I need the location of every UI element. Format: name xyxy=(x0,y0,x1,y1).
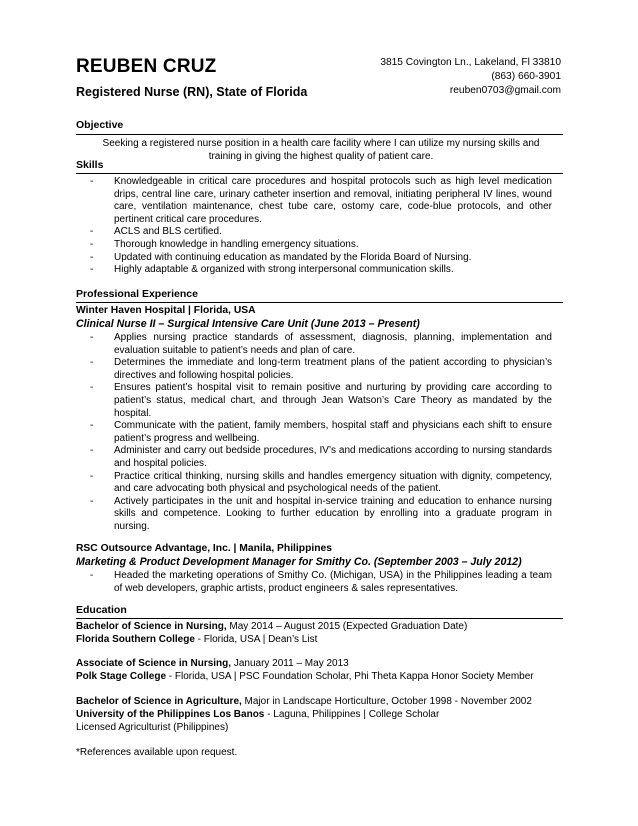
phone: (863) 660-3901 xyxy=(491,71,561,82)
bullet-text: Communicate with the patient, family members, hospital staff and physicians each shift to ensure patient’s progress and wellbeing. xyxy=(114,420,552,444)
bullet-dash: - xyxy=(90,495,94,507)
bullet-text: Knowledgeable in critical care procedures and hospital protocols such as high level medication drips, central line care, urinary catheter insertion and removal, initiating peripheral IV lines, wound care, ventilation maintenance, chest tube care, ostomy care, code-blue protocols, and other pertinent critical care procedures. xyxy=(114,176,552,225)
section-divider xyxy=(76,618,563,619)
bullet-dash: - xyxy=(90,357,94,369)
bullet-dash: - xyxy=(90,332,94,343)
bullet-dash: - xyxy=(90,238,94,250)
skills-list xyxy=(90,176,552,277)
degree-line xyxy=(76,658,349,669)
section-divider xyxy=(76,302,563,303)
school-detail: - Laguna, Philippines | College Scholar xyxy=(264,709,440,720)
bullet-text: Administer and carry out bedside procedures, IV’s and medications according to nursing standards and hospital policies. xyxy=(114,445,552,469)
bullet-item xyxy=(90,420,552,445)
school-detail: - Florida, USA | PSC Foundation Scholar, Phi Theta Kappa Honor Society Member xyxy=(166,671,534,682)
bullet-text: Highly adaptable & organized with strong interpersonal communication skills. xyxy=(114,264,454,276)
contact-block xyxy=(380,56,561,98)
skills-heading: Skills xyxy=(76,159,104,171)
school-name: Polk Stage College xyxy=(76,671,167,682)
bullet-text: Thorough knowledge in handling emergency situations. xyxy=(114,238,359,250)
bullet-text: Headed the marketing operations of Smithy Co. (Michigan, USA) in the Philippines leading a team of web developers, graphic artists, product engineers & sales representatives. xyxy=(114,570,552,594)
bullet-dash: - xyxy=(90,176,94,187)
degree-name: Bachelor of Science in Agriculture, xyxy=(76,696,242,707)
bullet-item xyxy=(90,471,552,496)
section-divider xyxy=(76,134,563,135)
job-duties-list xyxy=(90,332,552,534)
bullet-item xyxy=(90,226,552,239)
job-duties-list xyxy=(90,570,552,595)
bullet-item xyxy=(90,496,552,534)
job-org: Winter Haven Hospital | Florida, USA xyxy=(76,305,256,316)
bullet-text: Ensures patient’s hospital visit to remain positive and nurturing by providing care according to patient’s status, medical chart, and through Jean Watson’s Care Theory as mandated by the hospital. xyxy=(114,382,552,419)
email: reuben0703@gmail.com xyxy=(449,85,561,96)
school-line xyxy=(76,671,534,682)
section-divider xyxy=(76,173,563,174)
job-org: RSC Outsource Advantage, Inc. | Manila, Philippines xyxy=(76,543,332,554)
bullet-item xyxy=(90,252,552,265)
experience-heading: Professional Experience xyxy=(76,288,198,300)
objective-text: Seeking a registered nurse position in a health care facility where I can utilize my nursing skills and training in giving the highest quality of patient care. xyxy=(102,138,540,162)
degree-detail: May 2014 – August 2015 (Expected Graduation Date) xyxy=(226,621,468,632)
bullet-dash: - xyxy=(90,264,94,276)
bullet-text: Actively participates in the unit and hospital in-service training and education to enhance nursing skills and competence. Looking to further education by enrolling into a graduate program in nursing. xyxy=(114,495,552,532)
address: 3815 Covington Ln., Lakeland, Fl 33810 xyxy=(380,57,561,68)
school-line xyxy=(76,634,317,645)
school-line xyxy=(76,709,439,720)
bullet-item xyxy=(90,264,552,277)
bullet-item xyxy=(90,176,552,226)
degree-line xyxy=(76,621,467,632)
bullet-text: ACLS and BLS certified. xyxy=(114,226,222,238)
bullet-dash: - xyxy=(90,251,94,263)
references-note: *References available upon request. xyxy=(76,747,238,758)
bullet-item xyxy=(90,332,552,357)
bullet-dash: - xyxy=(90,570,94,581)
degree-line xyxy=(76,696,532,707)
bullet-dash: - xyxy=(90,470,94,482)
bullet-dash: - xyxy=(90,382,94,394)
objective-heading: Objective xyxy=(76,119,124,131)
degree-name: Bachelor of Science in Nursing, xyxy=(76,621,227,632)
school-detail: - Florida, USA | Dean’s List xyxy=(194,634,318,645)
degree-name: Associate of Science in Nursing, xyxy=(76,658,232,669)
bullet-text: Practice critical thinking, nursing skills and handles emergency situation with dignity, competency, and care advocating both physical and psychological needs of the patient. xyxy=(114,470,552,495)
bullet-dash: - xyxy=(90,226,94,238)
candidate-title: Registered Nurse (RN), State of Florida xyxy=(76,85,308,99)
bullet-item xyxy=(90,239,552,252)
candidate-name: REUBEN CRUZ xyxy=(76,56,217,77)
education-heading: Education xyxy=(76,604,127,616)
bullet-text: Updated with continuing education as mandated by the Florida Board of Nursing. xyxy=(114,251,472,263)
bullet-dash: - xyxy=(90,420,94,432)
degree-detail: January 2011 – May 2013 xyxy=(231,658,349,669)
bullet-item xyxy=(90,445,552,470)
bullet-dash: - xyxy=(90,445,94,457)
bullet-text: Applies nursing practice standards of assessment, diagnosis, planning, implementation and evaluation suitable to patient’s needs and plan of care. xyxy=(114,332,552,356)
bullet-text: Determines the immediate and long-term treatment plans of the patient according to physician’s directives and following hospital policies. xyxy=(114,357,552,381)
job-title: Marketing & Product Development Manager for Smithy Co. (September 2003 – July 2012) xyxy=(76,556,522,568)
school-name: University of the Philippines Los Banos xyxy=(76,709,265,720)
license-line: Licensed Agriculturist (Philippines) xyxy=(76,722,229,733)
bullet-item xyxy=(90,382,552,420)
bullet-item xyxy=(90,570,552,595)
degree-detail: Major in Landscape Horticulture, October 1998 - November 2002 xyxy=(241,696,532,707)
job-title: Clinical Nurse II – Surgical Intensive Care Unit (June 2013 – Present) xyxy=(76,318,420,330)
school-name: Florida Southern College xyxy=(76,634,195,645)
bullet-item xyxy=(90,357,552,382)
